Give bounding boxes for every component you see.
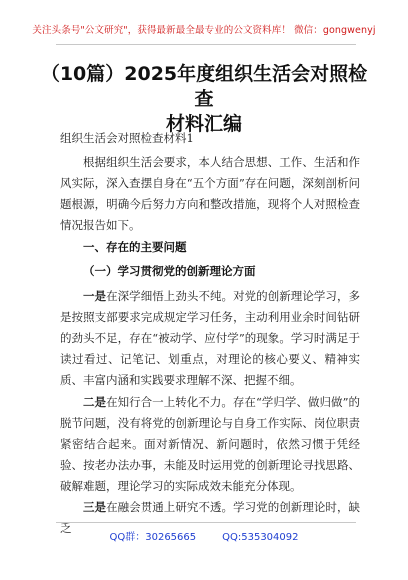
footer-contact xyxy=(0,528,408,543)
paragraph-2 xyxy=(60,392,360,497)
page-title xyxy=(40,62,368,137)
footer-qq-group: QQ群：30265665 xyxy=(109,532,197,543)
intro-paragraph: 根据组织生活会要求，本人结合思想、工作、生活和作风实际，深入查摆自身在“五个方面”存在问题，深刻剖析问题根源，明确今后努力方向和整改措施，现将个人对照检查情况报告如下。 xyxy=(60,155,360,232)
footer-qq-number: QQ:535304092 xyxy=(222,532,299,543)
heading-main-problems: 一、存在的主要问题 xyxy=(83,240,187,254)
header-divider xyxy=(56,44,356,45)
section-label: 组织生活会对照检查材料1 xyxy=(60,131,194,145)
footer-divider xyxy=(56,522,356,523)
paragraph-2-lead: 二是 xyxy=(83,395,107,409)
title-line-2: 材料汇编 xyxy=(165,113,242,135)
paragraph-1-lead: 一是 xyxy=(83,289,107,303)
heading-theory-study: （一）学习贯彻党的创新理论方面 xyxy=(83,264,256,278)
paragraph-3-lead: 三是 xyxy=(83,500,107,514)
paragraph-2-text: 在知行合一上转化不力。存在“学归学、做归做”的脱节问题，没有将党的创新理论与自身工作实际、岗位职责紧密结合起来。面对新情况、新问题时，依然习惯于凭经验、按老办法办事，未能及时运用党的创新理论寻找思路、破解难题，理论学习的实际成效未能充分体现。 xyxy=(60,395,360,493)
title-line-1: （10篇）2025年度组织生活会对照检查 xyxy=(40,63,368,110)
paragraph-3-text: 在融会贯通上研究不透。学习党的创新理论时，缺乏 xyxy=(60,500,361,535)
paragraph-3 xyxy=(60,497,361,535)
header-banner: 关注头条号"公文研究"，获得最新最全最专业的公文资料库！ 微信：gongwenyj xyxy=(32,25,376,36)
paragraph-1-text: 在深学细悟上劲头不纯。对党的创新理论学习，多是按照支部要求完成规定学习任务，主动利用业余时间钻研的劲头不足，存在“被动学、应付学”的现象。学习时满足于读过看过、记笔记、划重点，对理论的核心要义、精神实质、丰富内涵和实践要求理解不深、把握不细。 xyxy=(60,289,361,387)
paragraph-1 xyxy=(60,286,360,391)
